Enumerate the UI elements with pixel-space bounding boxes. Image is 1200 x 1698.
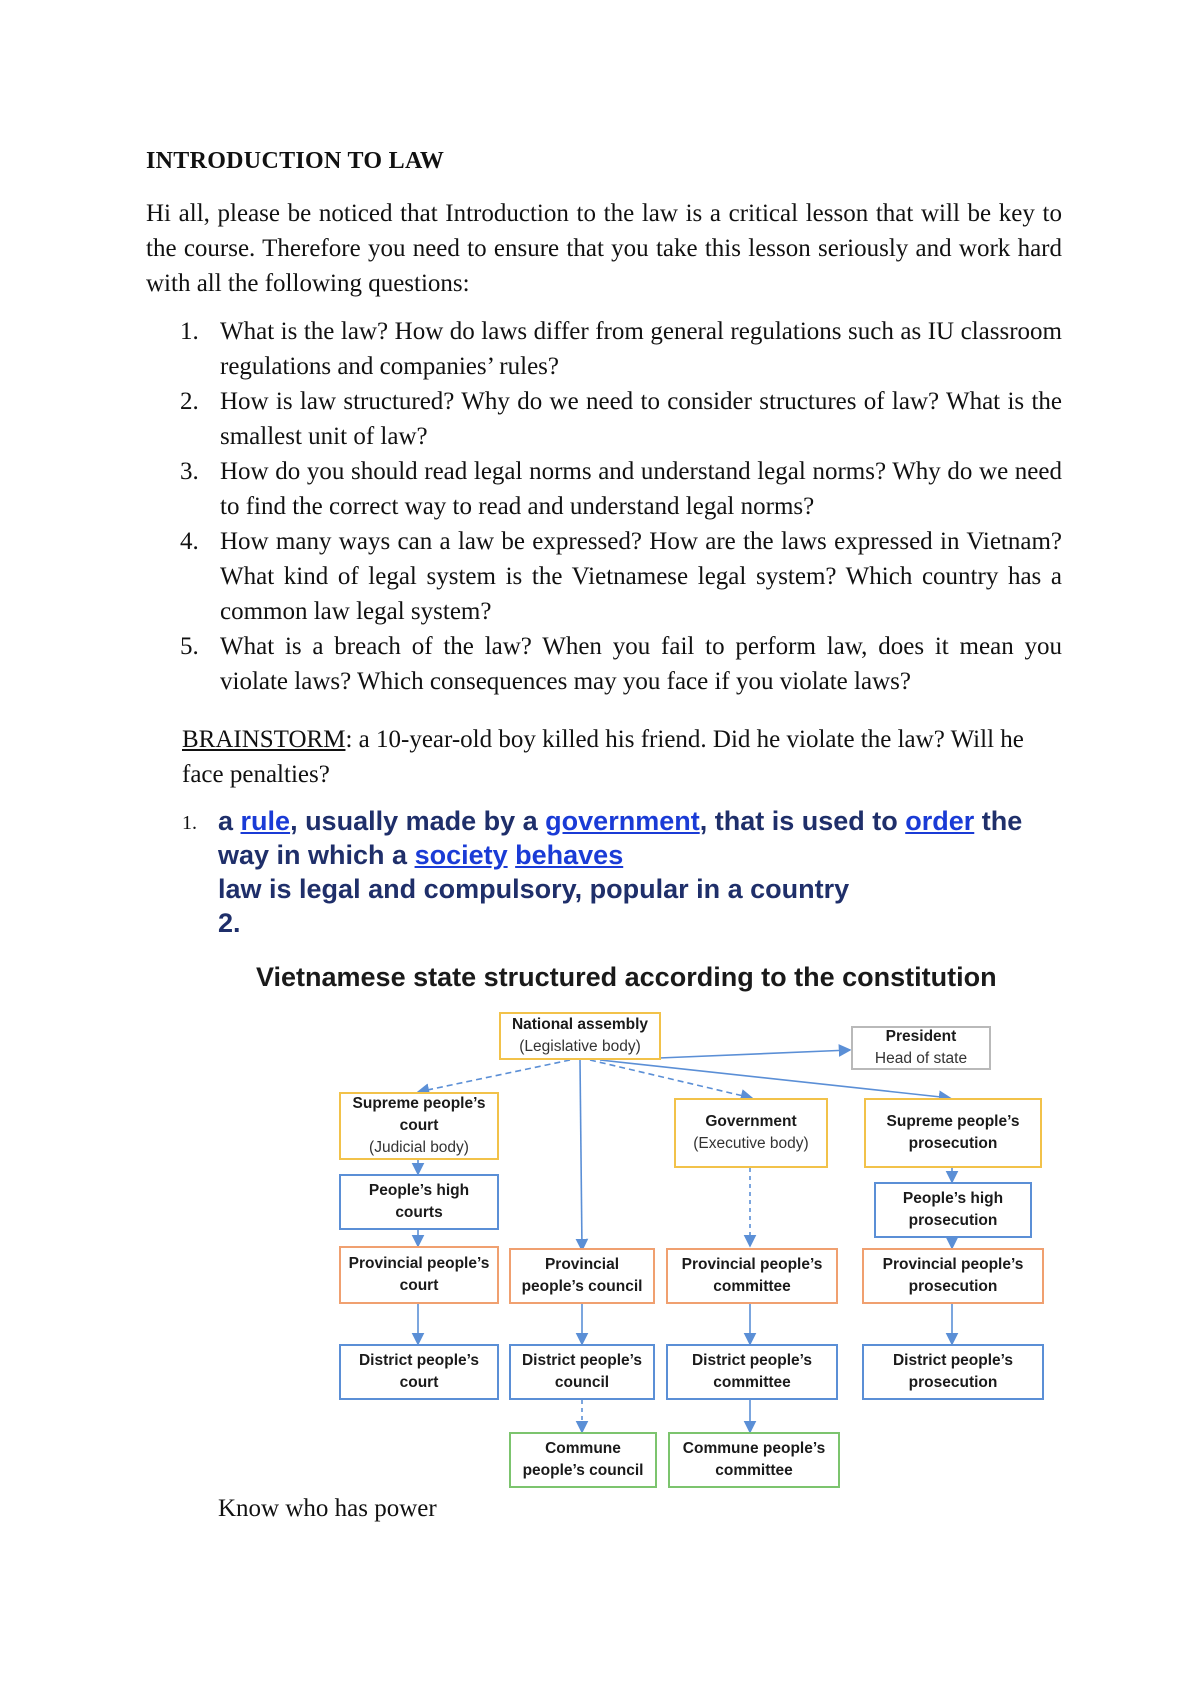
box-label: National assembly <box>511 1016 649 1033</box>
box-label: Supreme people’s prosecution <box>886 1113 1020 1152</box>
society-link[interactable]: society <box>414 840 508 870</box>
diagram-title: Vietnamese state structured according to the constitution <box>256 962 997 992</box>
question-item <box>146 454 1062 524</box>
question-list <box>146 314 1062 699</box>
rule-link[interactable]: rule <box>240 806 291 836</box>
question-text: What is the law? How do laws differ from general regulations such as IU classroom regulations and companies’ rules? <box>220 318 1062 380</box>
high-courts-box <box>339 1174 499 1230</box>
order-link[interactable]: order <box>905 806 975 836</box>
provincial-prosecution-box <box>862 1248 1044 1304</box>
high-prosecution-box <box>874 1182 1032 1238</box>
box-label: Supreme people’s court <box>352 1095 486 1134</box>
box-label: District people’s council <box>521 1352 642 1391</box>
arrow-na-supreme-court <box>418 1060 570 1092</box>
provincial-committee-box <box>666 1248 838 1304</box>
document-title: INTRODUCTION TO LAW <box>146 148 445 174</box>
question-number: 3. <box>180 458 199 485</box>
president-box <box>851 1026 991 1070</box>
supreme-court-box <box>339 1092 499 1160</box>
box-sublabel: (Judicial body) <box>369 1139 469 1156</box>
question-text: How do you should read legal norms and understand legal norms? Why do we need to find the correct way to read and understand legal norms? <box>220 458 1062 520</box>
question-item <box>146 629 1062 699</box>
provincial-council-box <box>509 1248 655 1304</box>
definition-text <box>508 840 516 870</box>
brainstorm-text: : a 10-year-old boy killed his friend. Did he violate the law? Will he face penalties? <box>182 726 1024 788</box>
box-label: Provincial people’s court <box>348 1255 490 1294</box>
brainstorm-paragraph <box>182 722 1062 792</box>
box-label: Provincial people’s council <box>521 1256 643 1295</box>
commune-committee-box <box>668 1432 840 1488</box>
arrow-na-president <box>659 1050 850 1058</box>
question-item <box>146 314 1062 384</box>
box-label: People’s high courts <box>368 1182 470 1221</box>
law-note: law is legal and compulsory, popular in a country <box>218 874 850 904</box>
answer-block <box>182 804 1062 940</box>
box-label: President <box>885 1028 957 1045</box>
arrow-na-government <box>590 1060 752 1098</box>
box-label: Provincial people’s committee <box>681 1256 823 1295</box>
box-sublabel: (Legislative body) <box>519 1038 641 1055</box>
district-prosecution-box <box>862 1344 1044 1400</box>
provincial-court-box <box>339 1246 499 1304</box>
question-text: What is a breach of the law? When you fail to perform law, does it mean you violate laws? Which consequences may you face if you violate laws? <box>220 633 1062 695</box>
government-box <box>674 1098 828 1168</box>
brainstorm-label: BRAINSTORM <box>182 726 346 753</box>
answer-number-2: 2. <box>218 908 241 938</box>
box-label: District people’s court <box>358 1352 479 1391</box>
box-sublabel: (Executive body) <box>693 1135 809 1152</box>
question-item <box>146 524 1062 629</box>
intro-paragraph: Hi all, please be noticed that Introduction to the law is a critical lesson that will be key to the course. Therefore you need to ensure that you take this lesson seriously and work hard with all the following questions: <box>146 200 1062 297</box>
question-text: How many ways can a law be expressed? How are the laws expressed in Vietnam? What kind of legal system is the Vietnamese legal system? Which country has a common law legal system? <box>220 528 1062 625</box>
box-label: District people’s prosecution <box>892 1352 1013 1391</box>
commune-council-box <box>509 1432 657 1488</box>
district-council-box <box>509 1344 655 1400</box>
definition-text: a <box>218 806 241 836</box>
footer-text: Know who has power <box>218 1495 437 1522</box>
law-definition <box>218 804 1062 872</box>
question-text: How is law structured? Why do we need to consider structures of law? What is the smallest unit of law? <box>220 388 1062 450</box>
supreme-prosecution-box <box>864 1098 1042 1168</box>
government-link[interactable]: government <box>545 806 700 836</box>
question-number: 2. <box>180 388 199 415</box>
answer-number: 1. <box>182 812 197 834</box>
box-label: Commune people’s committee <box>682 1440 826 1479</box>
answer-body <box>182 804 1062 940</box>
box-sublabel: Head of state <box>874 1050 968 1067</box>
definition-text: the way in which a <box>218 806 1023 870</box>
box-label: Commune people’s council <box>522 1440 644 1479</box>
definition-text: , that is used to <box>699 806 906 836</box>
national-assembly-box <box>499 1012 661 1060</box>
question-number: 1. <box>180 318 199 345</box>
district-committee-box <box>666 1344 838 1400</box>
box-label: Government <box>705 1113 797 1130</box>
definition-text: , usually made by a <box>290 806 546 836</box>
question-number: 5. <box>180 633 199 660</box>
question-item <box>146 384 1062 454</box>
behaves-link[interactable]: behaves <box>515 840 624 870</box>
box-label: Provincial people’s prosecution <box>882 1256 1024 1295</box>
question-number: 4. <box>180 528 199 555</box>
box-label: District people’s committee <box>691 1352 812 1391</box>
district-court-box <box>339 1344 499 1400</box>
box-label: People’s high prosecution <box>902 1190 1004 1229</box>
arrow-na-council <box>580 1060 582 1250</box>
